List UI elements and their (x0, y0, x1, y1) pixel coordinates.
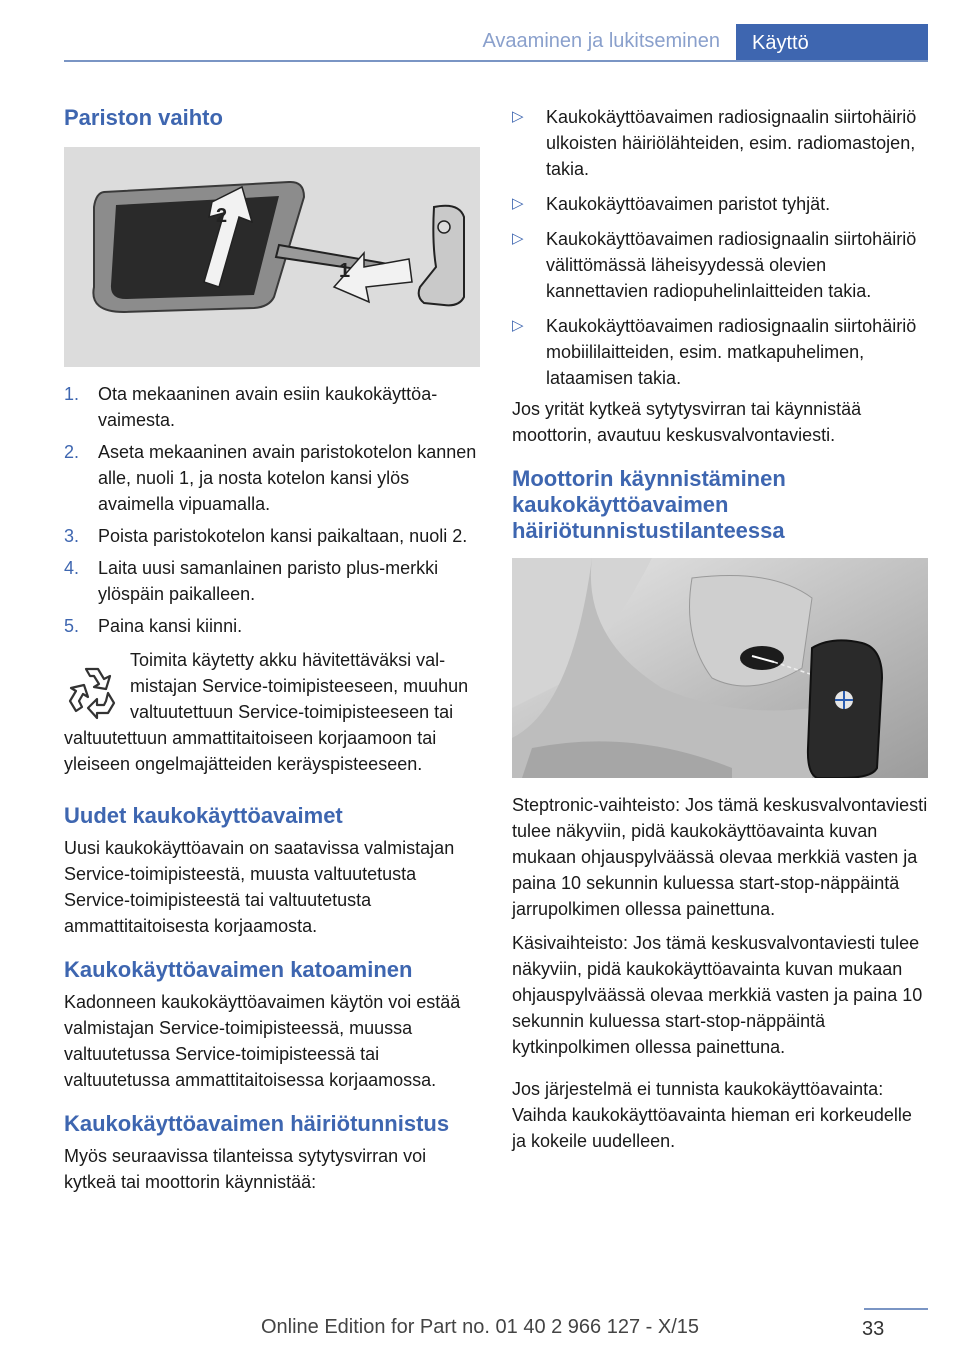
key-not-recognized-text: Jos järjestelmä ei tunnista kaukokäyttöavainta: Vaihda kaukokäyttöavainta hieman eri korkeudelle ja kokeile uudelleen. (512, 1079, 912, 1151)
list-item: 1. Ota mekaaninen avain esiin kaukokäyttöavaimesta. (64, 384, 438, 430)
triangle-bullet-icon: ▷ (512, 317, 524, 334)
arrow-2-label: 2 (216, 205, 228, 227)
engine-start-heading: Moottorin käynnistäminen kaukokäyttöavaimen häiriötunnistustilanteessa (512, 466, 786, 543)
header-section-title: Avaaminen ja lukitseminen (482, 30, 720, 52)
triangle-bullet-icon: ▷ (512, 108, 524, 125)
triangle-bullet-icon: ▷ (512, 230, 524, 247)
new-keys-text: Uusi kaukokäyttöavain on saatavissa valmistajan Service-toimipisteestä, muusta valtuutetusta Service-toimipisteestä tai valtuutetusta ammattitaitoisesta korjaamosta. (64, 838, 455, 936)
battery-heading: Pariston vaihto (64, 105, 223, 130)
battery-steps-list (64, 381, 480, 639)
list-item: ▷ Kaukokäyttöavaimen radiosignaalin siirtohäiriö ulkoisten häiriölähteiden, esim. radiomastojen, takia. (512, 104, 928, 182)
list-item: ▷ Kaukokäyttöavaimen radiosignaalin siirtohäiriö mobiililaitteiden, esim. matkapuhelimen, lataamisen takia. (512, 313, 928, 391)
left-column (64, 100, 480, 1195)
recycle-note-text: Toimita käytetty akku hävitettäväksi valmistajan Service-toimipisteeseen, muuhun valtuutettuun Service-toimipisteeseen tai valtuutettuun ammattitaitoiseen korjaamoon tai yleiseen ongelmajätteiden keräyspisteeseen. (64, 650, 469, 774)
key-battery-illustration (64, 147, 480, 367)
interference-cases-list (512, 104, 928, 391)
footer-edition: Online Edition for Part no. 01 40 2 966 127 - X/15 (260, 1316, 700, 1338)
arrow-1-label: 1 (339, 260, 351, 282)
interference-heading: Kaukokäyttöavaimen häiriötunnistus (64, 1111, 450, 1136)
interference-text: Myös seuraavissa tilanteissa sytytysvirran voi kytkeä tai moottorin käynnistää: (64, 1146, 427, 1192)
header-chapter-tab: Käyttö (736, 24, 928, 62)
footer-rule (864, 1308, 928, 1310)
steering-column-illustration (512, 558, 928, 778)
recycle-note (64, 645, 480, 777)
list-item: 3. Poista paristokotelon kansi paikaltaan, nuoli 2. (64, 526, 468, 546)
list-item: ▷ Kaukokäyttöavaimen paristot tyhjät. (512, 191, 928, 217)
lost-key-heading: Kaukokäyttöavaimen katoaminen (64, 957, 413, 982)
new-keys-heading: Uudet kaukokäyttöavaimet (64, 803, 343, 828)
right-column (512, 104, 928, 1154)
key-battery-figure (64, 147, 480, 367)
list-item: 4. Laita uusi samanlainen paristo plus-merkki ylöspäin paikalleen. (64, 558, 439, 604)
steptronic-text: Steptronic-vaihteisto: Jos tämä keskusvalvontaviesti tulee näkyviin, pidä kaukokäyttöavainta kuvan mukaan ohjauspylväässä olevaa merkkiä vasten ja paina 10 sekunnin kuluessa start-stop-näppäintä jarrupolkimen ollessa painettuna. (512, 795, 928, 919)
lost-key-text: Kadonneen kaukokäyttöavaimen käytön voi estää valmistajan Service-toimipisteessä, muussa valtuutetussa Service-toimipisteessä tai valtuutetussa ammattitaitoisessa korjaamossa. (64, 992, 461, 1090)
list-item: 2. Aseta mekaaninen avain paristokotelon kannen alle, nuoli 1, ja nosta kotelon kansi ylös avaimella vipuamalla. (64, 442, 477, 514)
page-number: 33 (862, 1318, 885, 1340)
recycle-icon (64, 657, 120, 721)
manual-gearbox-text: Käsivaihteisto: Jos tämä keskusvalvontaviesti tulee näkyviin, pidä kaukokäyttöavainta kuvan mukaan ohjauspylväässä olevaa merkkiä vasten ja paina 10 sekunnin kuluessa start-stop-näppäintä kytkinpolkimen ollessa painettuna. (512, 933, 923, 1057)
list-item: 5. Paina kansi kiinni. (64, 616, 243, 636)
header-rule (64, 60, 928, 62)
steering-column-figure (512, 558, 928, 778)
triangle-bullet-icon: ▷ (512, 195, 524, 212)
list-item: ▷ Kaukokäyttöavaimen radiosignaalin siirtohäiriö välittömässä läheisyydessä olevien kannettavien radiopuhelinlaitteiden takia. (512, 226, 928, 304)
check-control-text: Jos yrität kytkeä sytytysvirran tai käynnistää moottorin, avautuu keskusvalvontaviesti. (512, 399, 862, 445)
